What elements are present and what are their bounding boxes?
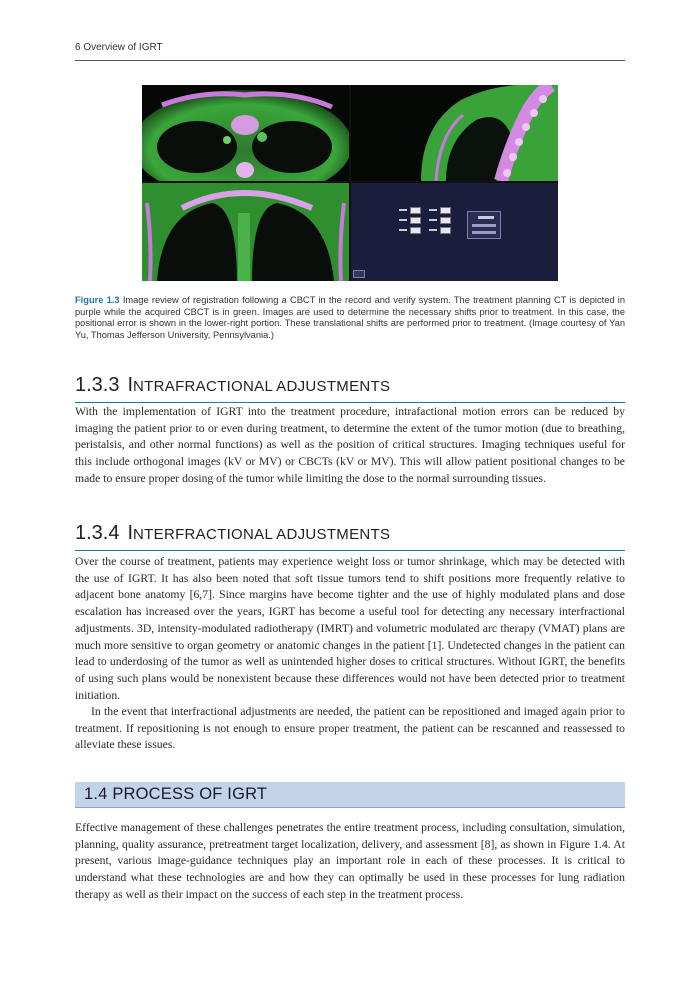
header-rule bbox=[75, 60, 625, 61]
shift-field-lateral[interactable] bbox=[410, 227, 421, 234]
section-heading-1-3-4 bbox=[75, 521, 625, 551]
heading-initial: I bbox=[127, 374, 134, 396]
section-number: 1.3.3 bbox=[75, 374, 120, 396]
figure-caption-text: Image review of registration following a CBCT in the record and verify system. The treatment planning CT is depicted in purple while the acquired CBCT is in green. Images are used to determine the necessary shifts prior to treatment. In this case, the positional error is shown in the lower-right portion. These translational shifts are performed prior to treatment. (Image courtesy of Yan Yu, Thomas Jefferson University, Pennsylvania.) bbox=[75, 295, 625, 340]
paragraph-process-of-igrt: Effective management of these challenges penetrates the entire treatment process, including consultation, simulation, planning, quality assurance, pretreatment target localization, delivery, and assessment [8], as shown in Figure 1.4. At present, various image-guidance techniques play an important role in each of these processes. It is critical to understand what these technologies are and how they can optimally be used in these processes for lung radiation therapy as well as their impact on the success of each step in the treatment process. bbox=[75, 821, 625, 901]
figure-caption bbox=[75, 295, 625, 341]
heading-rest: NTERFRACTIONAL ADJUSTMENTS bbox=[133, 526, 391, 543]
figure-1-3 bbox=[142, 85, 558, 281]
shift-controls-panel bbox=[351, 183, 558, 281]
section-heading-1-3-3 bbox=[75, 373, 625, 403]
section-heading-1-4 bbox=[75, 782, 625, 808]
sagittal-view-image bbox=[351, 85, 558, 181]
section-number: 1.3.4 bbox=[75, 522, 120, 544]
heading-initial: I bbox=[127, 522, 134, 544]
coronal-view-image bbox=[142, 183, 349, 281]
shift-summary-dialog bbox=[467, 211, 501, 239]
translation-shift-fields bbox=[399, 203, 499, 243]
running-head: 6 Overview of IGRT bbox=[75, 42, 163, 53]
paragraph-interfractional-2: In the event that interfractional adjustments are needed, the patient can be repositioned and imaged again prior to treatment. If repositioning is not enough to ensure proper treatment, the patient can be rescanned and reassessed to alleviate these issues. bbox=[75, 705, 625, 752]
figure-label: Figure 1.3 bbox=[75, 295, 120, 305]
paragraph-interfractional-1: Over the course of treatment, patients may experience weight loss or tumor shrinkage, which may be detected with the use of IGRT. It has also been noted that soft tissue tumors tend to shift positions more frequently relative to adjacent bone anatomy [6,7]. Since margins have become tighter and the use of highly modulated plans and dose escalation has increased over the years, IGRT has become a useful tool for detecting any necessary interfractional adjustments. 3D, intensity-modulated radiotherapy (IMRT) and volumetric modulated arc therapy (VMAT) plans are much more sensitive to organ geometry or anatomic changes in the patient [1]. Undetected changes in the patient can lead to underdosing of the tumor as well as unintended higher doses to critical structures. Without IGRT, the benefits of using such plans would be nonexistent because these differences would not have been detected prior to treatment initiation. bbox=[75, 555, 625, 702]
shift-field-vertical[interactable] bbox=[410, 207, 421, 214]
shift-field-longitudinal-2[interactable] bbox=[440, 217, 451, 224]
paragraph-intrafractional: With the implementation of IGRT into the treatment procedure, intrafactional motion errors can be reduced by imaging the patient prior to or even during treatment, to determine the extent of the tumor motion (due to breathing, peristalsis, and other normal functions) as well as the position of critical structures. Imaging techniques useful for this include orthogonal images (kV or MV) or CBCTs (kV or MV). This will allow patient positional changes to be made to ensure proper dosing of the tumor while limiting the dose to the normal surrounding tissues. bbox=[75, 405, 625, 485]
shift-field-longitudinal[interactable] bbox=[410, 217, 421, 224]
section-1-4-title: 1.4 PROCESS OF IGRT bbox=[84, 785, 268, 803]
heading-rest: NTRAFRACTIONAL ADJUSTMENTS bbox=[133, 378, 391, 395]
panel-corner-button[interactable] bbox=[353, 270, 365, 278]
shift-field-lateral-2[interactable] bbox=[440, 227, 451, 234]
shift-field-vertical-2[interactable] bbox=[440, 207, 451, 214]
axial-view-image bbox=[142, 85, 349, 181]
